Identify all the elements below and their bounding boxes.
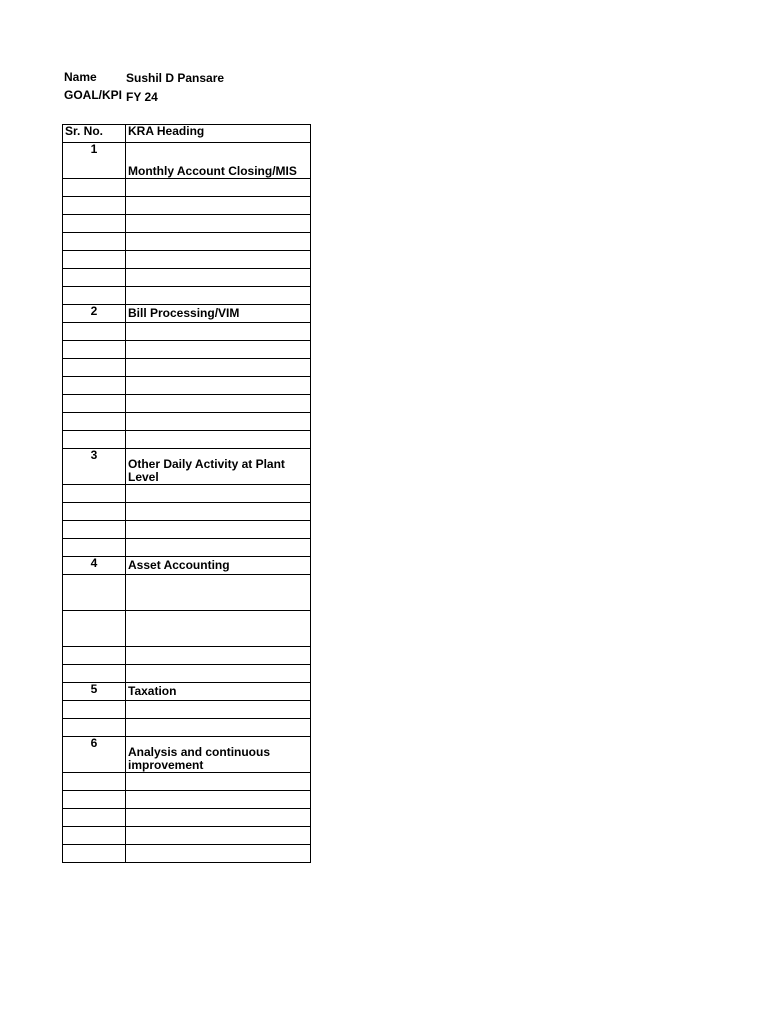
table-row	[63, 179, 311, 197]
kra-table	[62, 124, 311, 863]
sr-no-cell: 3	[63, 449, 126, 485]
table-row	[63, 539, 311, 557]
kra-heading-cell: Asset Accounting	[126, 557, 311, 575]
empty-cell	[126, 341, 311, 359]
table-row	[63, 269, 311, 287]
kra-heading-cell: Taxation	[126, 683, 311, 701]
empty-cell	[63, 539, 126, 557]
sr-no-cell: 1	[63, 143, 126, 179]
table-row	[63, 215, 311, 233]
table-row	[63, 701, 311, 719]
empty-cell	[126, 845, 311, 863]
table-row	[63, 845, 311, 863]
empty-cell	[126, 611, 311, 647]
table-row	[63, 719, 311, 737]
kra-heading-cell: Analysis and continuous improvement	[126, 737, 311, 773]
empty-cell	[63, 701, 126, 719]
empty-cell	[126, 809, 311, 827]
empty-cell	[63, 323, 126, 341]
kra-table-body	[63, 125, 311, 863]
table-row	[63, 485, 311, 503]
empty-cell	[63, 233, 126, 251]
table-row	[63, 647, 311, 665]
empty-cell	[126, 827, 311, 845]
sr-no-cell: 2	[63, 305, 126, 323]
table-header-row	[63, 125, 311, 143]
empty-cell	[126, 359, 311, 377]
empty-cell	[126, 719, 311, 737]
empty-cell	[63, 341, 126, 359]
table-row	[63, 233, 311, 251]
empty-cell	[126, 701, 311, 719]
empty-cell	[126, 269, 311, 287]
empty-cell	[126, 665, 311, 683]
empty-cell	[63, 611, 126, 647]
empty-cell	[63, 287, 126, 305]
table-row	[63, 809, 311, 827]
empty-cell	[63, 845, 126, 863]
empty-cell	[126, 485, 311, 503]
sr-no-cell: 4	[63, 557, 126, 575]
kra-row	[63, 305, 311, 323]
kra-row	[63, 557, 311, 575]
table-row	[63, 197, 311, 215]
table-row	[63, 413, 311, 431]
empty-cell	[126, 377, 311, 395]
empty-cell	[63, 791, 126, 809]
empty-cell	[63, 251, 126, 269]
table-row	[63, 359, 311, 377]
empty-cell	[63, 269, 126, 287]
empty-cell	[63, 485, 126, 503]
empty-cell	[63, 719, 126, 737]
table-row	[63, 611, 311, 647]
empty-cell	[63, 521, 126, 539]
empty-cell	[126, 791, 311, 809]
table-row	[63, 665, 311, 683]
sr-no-cell: 6	[63, 737, 126, 773]
name-label: Name	[64, 70, 97, 84]
empty-cell	[63, 575, 126, 611]
kra-row	[63, 449, 311, 485]
empty-cell	[63, 377, 126, 395]
empty-cell	[63, 827, 126, 845]
table-row	[63, 341, 311, 359]
empty-cell	[63, 665, 126, 683]
table-row	[63, 791, 311, 809]
empty-cell	[126, 413, 311, 431]
kra-row	[63, 683, 311, 701]
empty-cell	[63, 215, 126, 233]
table-row	[63, 521, 311, 539]
empty-cell	[126, 287, 311, 305]
empty-cell	[126, 179, 311, 197]
empty-cell	[63, 197, 126, 215]
table-row	[63, 323, 311, 341]
empty-cell	[126, 251, 311, 269]
kra-heading-cell: Bill Processing/VIM	[126, 305, 311, 323]
column-header-sr-no: Sr. No.	[63, 125, 126, 143]
name-value: Sushil D Pansare	[126, 71, 225, 85]
empty-cell	[126, 539, 311, 557]
empty-cell	[63, 647, 126, 665]
table-row	[63, 503, 311, 521]
empty-cell	[126, 215, 311, 233]
kra-row	[63, 143, 311, 179]
empty-cell	[63, 503, 126, 521]
table-row	[63, 251, 311, 269]
empty-cell	[126, 197, 311, 215]
empty-cell	[126, 503, 311, 521]
kra-row	[63, 737, 311, 773]
empty-cell	[126, 323, 311, 341]
empty-cell	[63, 413, 126, 431]
kra-heading-cell: Monthly Account Closing/MIS	[126, 143, 311, 179]
table-row	[63, 575, 311, 611]
goal-kpi-value: FY 24	[126, 90, 158, 104]
empty-cell	[63, 773, 126, 791]
empty-cell	[126, 575, 311, 611]
table-row	[63, 377, 311, 395]
sr-no-cell: 5	[63, 683, 126, 701]
empty-cell	[126, 431, 311, 449]
empty-cell	[63, 395, 126, 413]
table-row	[63, 431, 311, 449]
column-header-kra-heading: KRA Heading	[126, 125, 311, 143]
table-row	[63, 395, 311, 413]
empty-cell	[126, 521, 311, 539]
empty-cell	[63, 431, 126, 449]
kra-heading-cell: Other Daily Activity at Plant Level	[126, 449, 311, 485]
empty-cell	[63, 359, 126, 377]
empty-cell	[63, 809, 126, 827]
empty-cell	[63, 179, 126, 197]
empty-cell	[126, 773, 311, 791]
empty-cell	[126, 647, 311, 665]
table-row	[63, 827, 311, 845]
empty-cell	[126, 395, 311, 413]
table-row	[63, 287, 311, 305]
empty-cell	[126, 233, 311, 251]
goal-kpi-label: GOAL/KPI	[64, 88, 123, 102]
table-row	[63, 773, 311, 791]
